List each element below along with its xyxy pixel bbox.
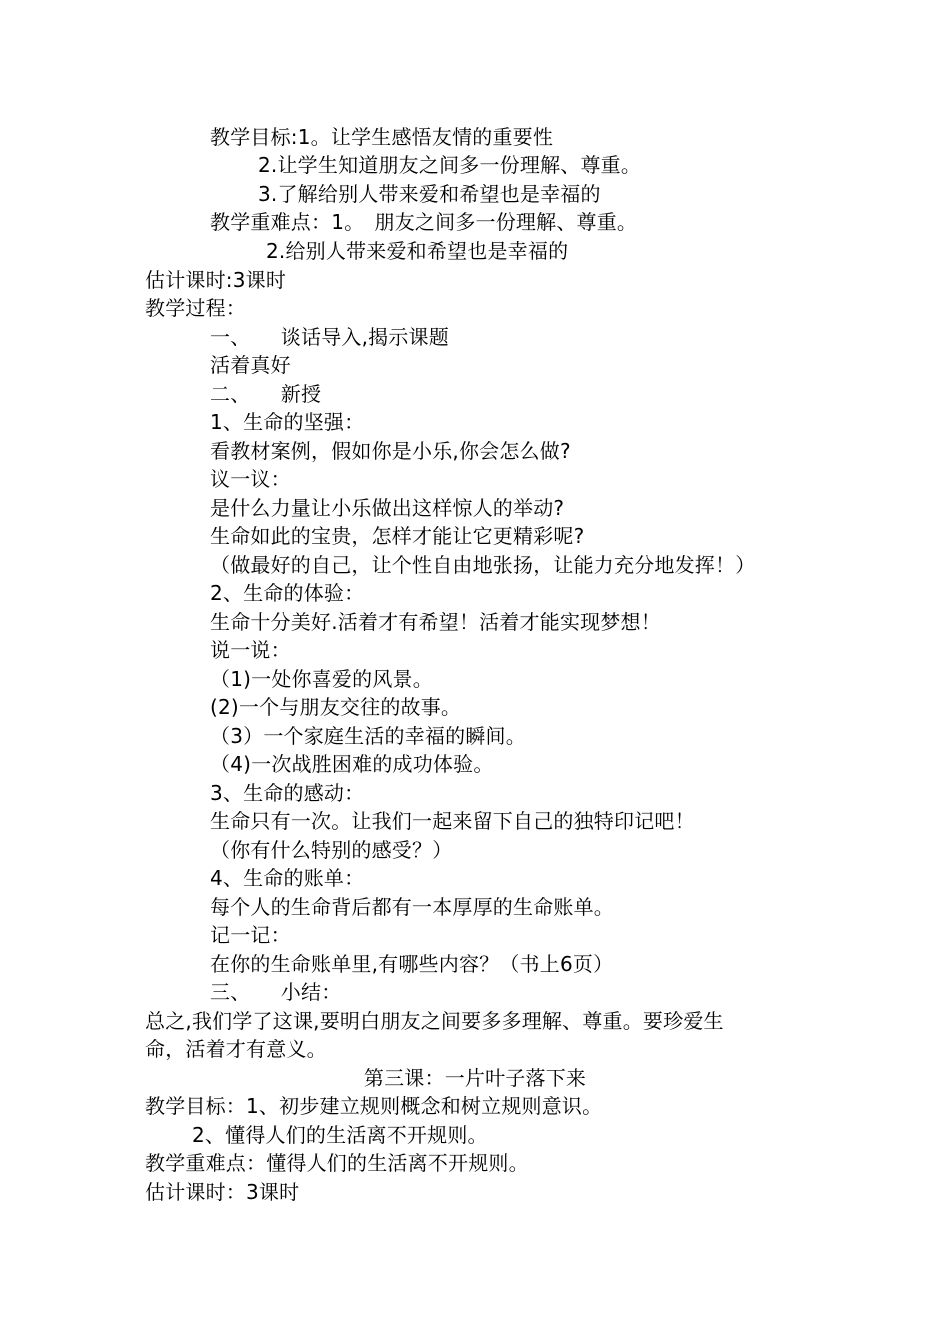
- subsection-1-line-1: 看教材案例，假如你是小乐,你会怎么做?: [210, 439, 571, 463]
- subsection-2-item-2: (2)一个与朋友交往的故事。: [210, 695, 462, 719]
- subsection-1-line-4: 生命如此的宝贵，怎样才能让它更精彩呢?: [210, 524, 585, 548]
- subsection-2-line-2: 说一说：: [210, 638, 291, 662]
- key-difficulty-2: 2.给别人带来爱和希望也是幸福的: [266, 239, 569, 263]
- lesson-key-difficulty: 教学重难点：懂得人们的生活离不开规则。: [145, 1151, 529, 1175]
- process-heading: 教学过程：: [145, 296, 246, 320]
- lesson-title: 第三课：一片叶子落下来: [363, 1066, 587, 1090]
- subsection-3-heading: 3、生命的感动：: [210, 781, 365, 805]
- subsection-2-item-4: （4)一次战胜困难的成功体验。: [210, 752, 494, 776]
- subsection-1-line-5: （做最好的自己，让个性自由地张扬，让能力充分地发挥！）: [210, 553, 756, 577]
- subsection-3-line-2: （你有什么特别的感受？）: [210, 838, 453, 862]
- summary-line-2: 命，活着才有意义。: [145, 1037, 327, 1061]
- section-3-heading: 三、 小结：: [210, 980, 342, 1004]
- objective-2: 2.让学生知道朋友之间多一份理解、尊重。: [258, 153, 642, 177]
- section-1-text: 活着真好: [210, 353, 291, 377]
- lesson-objective-2: 2、懂得人们的生活离不开规则。: [192, 1123, 488, 1147]
- subsection-1-line-2: 议一议：: [210, 467, 291, 491]
- subsection-1-heading: 1、生命的坚强：: [210, 410, 365, 434]
- subsection-2-line-1: 生命十分美好.活着才有希望！活着才能实现梦想！: [210, 610, 661, 634]
- subsection-3-line-1: 生命只有一次。让我们一起来留下自己的独特印记吧！: [210, 809, 695, 833]
- subsection-2-heading: 2、生命的体验：: [210, 581, 365, 605]
- subsection-4-heading: 4、生命的账单：: [210, 866, 365, 890]
- objective-1: 教学目标:1。让学生感悟友情的重要性: [210, 125, 554, 149]
- key-difficulty-1: 教学重难点：1。 朋友之间多一份理解、尊重。: [210, 210, 638, 234]
- estimated-hours: 估计课时:3课时: [145, 268, 287, 292]
- subsection-2-item-1: （1)一处你喜爱的风景。: [210, 667, 433, 691]
- subsection-1-line-3: 是什么力量让小乐做出这样惊人的举动?: [210, 496, 565, 520]
- subsection-4-line-2: 记一记：: [210, 923, 291, 947]
- objective-3: 3.了解给别人带来爱和希望也是幸福的: [258, 182, 601, 206]
- subsection-4-line-3: 在你的生命账单里,有哪些内容？（书上6页）: [210, 952, 614, 976]
- subsection-4-line-1: 每个人的生命背后都有一本厚厚的生命账单。: [210, 895, 614, 919]
- section-1-heading: 一、 谈话导入,揭示课题: [210, 325, 449, 349]
- lesson-estimated-hours: 估计课时：3课时: [145, 1180, 300, 1204]
- section-2-heading: 二、 新授: [210, 382, 322, 406]
- summary-line-1: 总之,我们学了这课,要明白朋友之间要多多理解、尊重。要珍爱生: [145, 1009, 724, 1033]
- subsection-2-item-3: （3）一个家庭生活的幸福的瞬间。: [210, 724, 526, 748]
- lesson-objective-1: 教学目标：1、初步建立规则概念和树立规则意识。: [145, 1094, 603, 1118]
